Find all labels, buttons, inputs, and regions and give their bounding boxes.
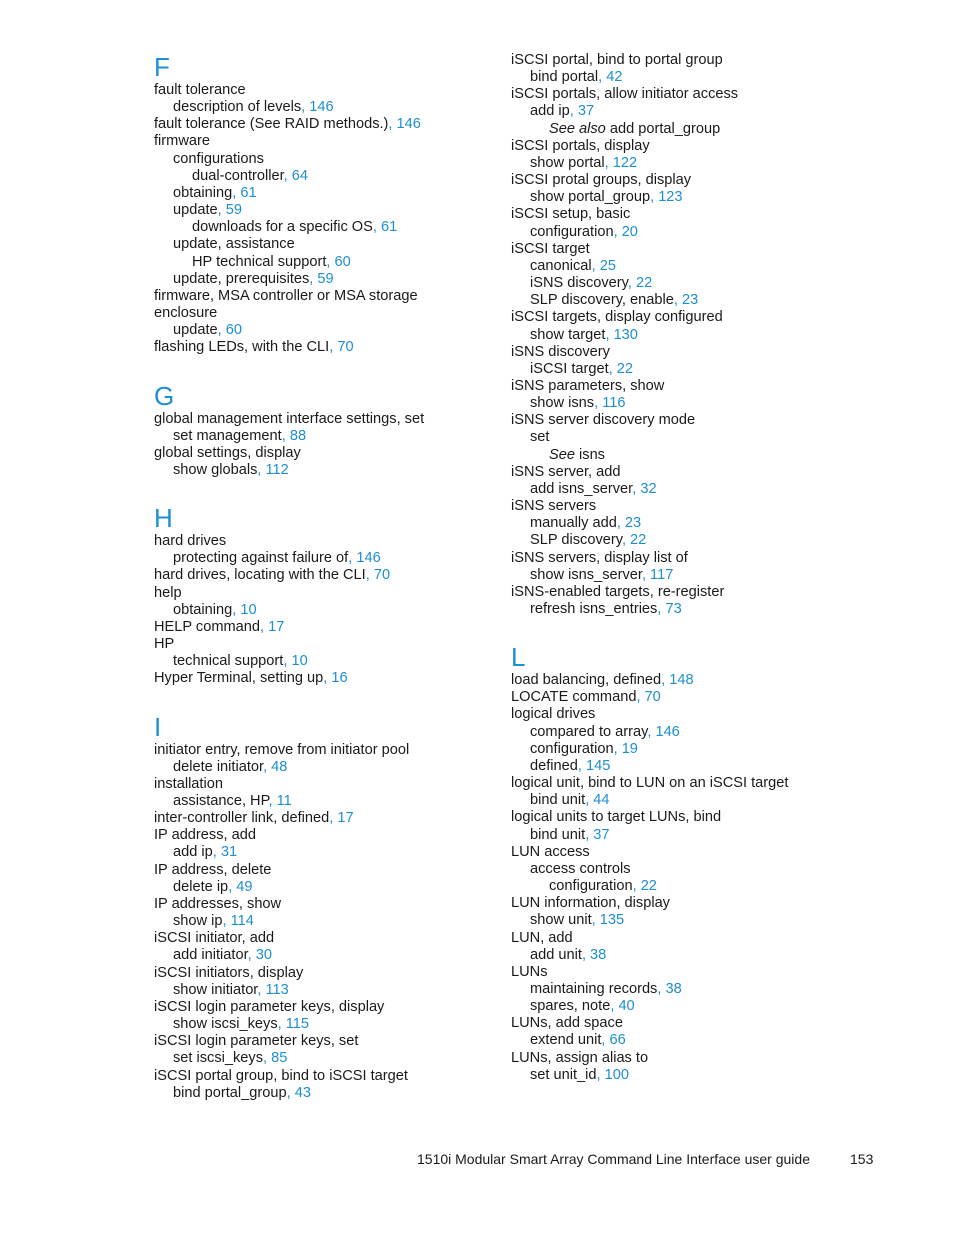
index-entry-term: IP addresses, show <box>154 895 282 912</box>
index-entry-term: LUNs, add space <box>511 1015 623 1032</box>
index-entry-term: inter-controller link, defined <box>154 810 330 827</box>
index-entry <box>154 133 514 150</box>
footer-page-number: 153 <box>850 1151 874 1167</box>
index-entry-term: IP address, add <box>154 827 256 844</box>
index-entry-term: downloads for a specific OS <box>192 219 373 236</box>
index-entry-term: LOCATE command <box>511 689 637 706</box>
index-page-link[interactable]: 148 <box>669 672 694 689</box>
index-entry-term: access controls <box>530 860 631 877</box>
index-entry <box>511 930 871 947</box>
index-entry: technical support, 10 <box>173 653 308 670</box>
index-entry-term: firmware, MSA controller or MSA storage <box>154 287 418 304</box>
index-entry-term: iSNS parameters, show <box>511 377 665 394</box>
index-page-link[interactable]: 19 <box>621 740 638 757</box>
index-entry <box>511 809 871 826</box>
index-entry-term: configuration <box>530 740 614 757</box>
index-entry-term: add unit <box>530 946 582 963</box>
index-page-link[interactable]: 122 <box>612 154 638 171</box>
index-entry <box>511 498 871 515</box>
index-entry-term: LUNs <box>511 963 548 980</box>
index-entry-term: iSNS server, add <box>511 463 621 480</box>
index-entry-term: isns <box>579 446 605 463</box>
index-letter-heading: I <box>154 711 162 742</box>
index-entry: canonical, 25 <box>530 257 617 274</box>
index-entry: obtaining, 61 <box>173 184 257 201</box>
index-entry-term: update <box>173 202 218 219</box>
index-entry-term: initiator entry, remove from initiator pool <box>154 741 410 758</box>
index-entry-term: show portal_group <box>530 189 651 206</box>
index-entry: extend unit, 66 <box>530 1032 626 1049</box>
index-entry: refresh isns_entries, 73 <box>530 601 682 617</box>
index-page-link[interactable]: 146 <box>356 550 381 567</box>
index-page-link[interactable]: 17 <box>268 618 285 635</box>
index-page-link[interactable]: 23 <box>681 292 699 309</box>
index-entry: add ip, 31 <box>173 844 238 861</box>
index-entry-term: logical unit, bind to LUN on an iSCSI target <box>511 775 789 792</box>
index-page-link[interactable]: 66 <box>609 1032 626 1049</box>
index-entry-term: show globals <box>173 461 258 478</box>
index-page-link[interactable]: 70 <box>373 567 391 584</box>
index-entry: delete initiator, 48 <box>173 758 288 775</box>
index-entry: compared to array, 146 <box>530 723 680 740</box>
index-entry-term: iSCSI login parameter keys, set <box>154 1033 359 1050</box>
index-entry: bind unit, 37 <box>530 826 610 843</box>
index-entry: fault tolerance (See RAID methods.), 146 <box>154 116 421 133</box>
index-entry: maintaining records, 38 <box>530 980 682 997</box>
index-entry-term: add ip <box>173 844 213 861</box>
index-entry-term: technical support <box>173 653 284 670</box>
index-entry-term: add initiator <box>173 947 248 964</box>
index-entry <box>154 862 514 879</box>
index-entry-term: global settings, display <box>154 444 301 461</box>
index-entry <box>154 930 514 947</box>
index-entry <box>511 550 871 567</box>
index-entry-term: assistance, HP <box>173 793 269 809</box>
index-entry-term: iSNS discovery <box>511 343 610 360</box>
index-page-link[interactable]: 59 <box>225 202 242 219</box>
index-entry: iSNS discovery, 22 <box>530 275 653 292</box>
index-entry: SLP discovery, enable, 23 <box>530 292 699 309</box>
index-section <box>511 642 871 1084</box>
index-entry: bind portal, 42 <box>530 69 623 86</box>
index-entry-term: add portal_group <box>609 120 721 137</box>
index-entry <box>154 827 514 844</box>
index-page-link[interactable]: 20 <box>621 223 638 240</box>
index-entry <box>154 742 514 759</box>
index-page-link[interactable]: 11 <box>276 793 292 809</box>
index-page-link[interactable]: 49 <box>236 878 253 895</box>
index-entry-term: obtaining <box>173 601 233 618</box>
index-entry <box>511 378 871 395</box>
index-page-link[interactable]: 23 <box>624 515 642 532</box>
index-entry-term: refresh isns_entries <box>530 601 658 617</box>
index-entry-term: set unit_id <box>530 1066 597 1083</box>
index-page-link[interactable]: 40 <box>618 998 635 1015</box>
index-page-link[interactable]: 42 <box>606 69 623 86</box>
index-entry: add isns_server, 32 <box>530 480 657 497</box>
index-page-link[interactable]: 113 <box>265 981 289 998</box>
index-entry-term: show isns <box>530 395 595 412</box>
index-entry-term: SLP discovery, enable <box>530 292 674 309</box>
index-page-link[interactable]: 60 <box>225 322 242 339</box>
index-entry-term: HELP command <box>154 618 260 635</box>
index-page-link[interactable]: 60 <box>334 253 351 270</box>
index-entry-term: canonical <box>530 257 592 274</box>
index-page-link[interactable]: 30 <box>255 947 272 964</box>
index-entry: obtaining, 10 <box>173 601 257 618</box>
index-entry <box>511 844 871 861</box>
index-section <box>154 52 514 357</box>
index-entry-term: configuration <box>530 223 614 240</box>
index-entry-term: fault tolerance (See RAID methods.) <box>154 116 389 133</box>
index-page-link[interactable]: 22 <box>616 360 634 377</box>
index-entry-term: installation <box>154 775 223 792</box>
index-page-link[interactable]: 85 <box>271 1050 288 1067</box>
index-page-link[interactable]: 73 <box>665 601 682 617</box>
index-entry <box>511 1050 871 1067</box>
index-entry: bind portal_group, 43 <box>173 1084 311 1101</box>
index-entry-term: configuration <box>549 878 633 895</box>
index-page-link[interactable]: 37 <box>593 826 610 843</box>
index-section <box>154 503 514 687</box>
index-page-link[interactable]: 43 <box>294 1084 311 1101</box>
index-entry-term: manually add <box>530 515 617 532</box>
index-entry-term: LUN, add <box>511 929 573 946</box>
index-entry-term: bind unit <box>530 826 586 843</box>
index-entry-term: update, prerequisites <box>173 270 310 287</box>
index-page-link[interactable]: 135 <box>599 912 625 929</box>
index-entry: bind unit, 44 <box>530 792 610 809</box>
index-entry-term: iSCSI initiator, add <box>154 930 275 947</box>
index-entry-term: extend unit <box>530 1032 602 1049</box>
index-entry <box>511 206 871 223</box>
index-entry-term: add isns_server <box>530 480 633 497</box>
index-entry-term: iSCSI targets, display configured <box>511 309 723 326</box>
index-entry: show isns_server, 117 <box>530 566 674 583</box>
index-page-link[interactable]: 25 <box>599 257 617 274</box>
index-entry-term: enclosure <box>154 305 218 322</box>
index-entry <box>511 895 871 912</box>
index-entry-term: iSCSI portal group, bind to iSCSI target <box>154 1067 408 1084</box>
section-spacer <box>154 688 514 712</box>
footer-document-title: 1510i Modular Smart Array Command Line Interface user guide <box>417 1151 810 1167</box>
index-entry <box>511 964 871 981</box>
index-page-link[interactable]: 116 <box>602 395 626 412</box>
index-letter-heading: G <box>154 380 175 411</box>
index-page-link[interactable]: 59 <box>317 270 334 287</box>
index-entry: HELP command, 17 <box>154 618 285 635</box>
index-page-link[interactable]: 145 <box>586 757 611 774</box>
index-page-link[interactable]: 146 <box>655 723 680 740</box>
index-entry-term: iSCSI portals, display <box>511 137 650 154</box>
index-page-link[interactable]: 16 <box>331 670 348 687</box>
index-entry: show target, 130 <box>530 326 638 343</box>
index-entry <box>154 1033 514 1050</box>
index-entry <box>154 305 514 322</box>
index-entry-term: LUN information, display <box>511 895 670 912</box>
index-page-link[interactable]: 100 <box>604 1066 629 1083</box>
index-entry <box>511 86 871 103</box>
index-page-link[interactable]: 38 <box>665 980 682 997</box>
index-entry <box>511 344 871 361</box>
index-entry-term: HP <box>154 636 175 653</box>
index-entry <box>511 241 871 258</box>
index-page-link[interactable]: 70 <box>337 339 354 356</box>
index-page-link[interactable]: 146 <box>309 99 334 116</box>
index-entry: set iscsi_keys, 85 <box>173 1050 288 1067</box>
index-entry-term: update <box>173 322 218 339</box>
index-entry-term: iSCSI target <box>530 360 609 377</box>
index-entry-term: SLP discovery <box>530 532 622 549</box>
index-letter-heading: L <box>511 642 526 673</box>
see-reference-label: See also <box>549 120 606 137</box>
index-page-link[interactable]: 130 <box>613 326 638 343</box>
index-entry: show isns, 116 <box>530 395 626 412</box>
index-entry: assistance, HP, 11 <box>173 793 292 809</box>
index-entry-term: delete initiator <box>173 758 264 775</box>
index-entry-term: Hyper Terminal, setting up <box>154 670 324 687</box>
index-entry <box>511 775 871 792</box>
index-page-link[interactable]: 123 <box>658 189 683 206</box>
index-entry <box>511 309 871 326</box>
index-entry-term: load balancing, defined <box>511 672 662 689</box>
index-entry: show unit, 135 <box>530 912 625 929</box>
index-entry: load balancing, defined, 148 <box>511 672 694 689</box>
index-entry <box>511 172 871 189</box>
index-entry: set management, 88 <box>173 427 307 444</box>
index-page-link[interactable]: 44 <box>593 792 610 809</box>
index-page-link[interactable]: 37 <box>577 103 595 120</box>
index-entry <box>511 706 871 723</box>
index-entry-term: flashing LEDs, with the CLI <box>154 339 330 356</box>
index-entry-term: spares, note <box>530 998 611 1015</box>
index-entry-term: fault tolerance <box>154 82 246 98</box>
index-entry-term: obtaining <box>173 184 233 201</box>
index-entry: LOCATE command, 70 <box>511 689 661 706</box>
index-entry: dual-controller, 64 <box>192 167 309 184</box>
index-entry <box>511 138 871 155</box>
index-entry <box>511 1015 871 1032</box>
index-entry: inter-controller link, defined, 17 <box>154 810 354 827</box>
index-entry: set unit_id, 100 <box>530 1066 629 1083</box>
index-entry-term: description of levels <box>173 99 302 116</box>
index-entry-term: iSNS servers <box>511 498 597 515</box>
index-section <box>154 381 514 480</box>
index-entry: Hyper Terminal, setting up, 16 <box>154 670 348 687</box>
index-entry-term: firmware <box>154 133 210 150</box>
index-entry <box>511 447 871 464</box>
index-entry: update, 60 <box>173 322 242 339</box>
index-entry-term: show unit <box>530 912 592 929</box>
index-entry: configuration, 22 <box>549 878 657 895</box>
index-entry-term: delete ip <box>173 878 229 895</box>
see-reference-label: See <box>549 446 575 463</box>
index-entry-term: hard drives <box>154 533 227 550</box>
index-entry <box>154 965 514 982</box>
index-letter-heading: H <box>154 503 173 534</box>
index-page-link[interactable]: 146 <box>396 116 421 133</box>
index-entry-term: IP address, delete <box>154 861 272 878</box>
index-entry: downloads for a specific OS, 61 <box>192 219 398 236</box>
index-entry-term: set iscsi_keys <box>173 1050 264 1067</box>
index-page-link[interactable]: 88 <box>289 427 307 444</box>
index-page-link[interactable]: 61 <box>240 184 257 201</box>
index-page-link[interactable]: 64 <box>291 167 309 184</box>
index-entry-term: global management interface settings, set <box>154 410 425 427</box>
index-entry <box>154 776 514 793</box>
index-entry: description of levels, 146 <box>173 99 334 116</box>
section-spacer <box>154 357 514 381</box>
index-page-link[interactable]: 38 <box>590 946 607 963</box>
index-entry: spares, note, 40 <box>530 998 635 1015</box>
index-entry: protecting against failure of, 146 <box>173 550 381 567</box>
index-entry-term: show isns_server <box>530 566 642 583</box>
index-entry: update, 59 <box>173 202 242 219</box>
index-entry <box>154 151 514 168</box>
index-entry-term: show ip <box>173 913 223 930</box>
index-entry <box>511 121 871 138</box>
index-entry <box>154 896 514 913</box>
index-entry <box>154 585 514 602</box>
index-section <box>511 52 871 618</box>
index-page-link[interactable]: 48 <box>271 758 288 775</box>
index-entry-term: show iscsi_keys <box>173 1016 278 1033</box>
index-entry <box>154 411 514 428</box>
index-entry: add unit, 38 <box>530 946 607 963</box>
index-entry: show ip, 114 <box>173 913 254 930</box>
index-entry: configuration, 19 <box>530 740 638 757</box>
index-entry: hard drives, locating with the CLI, 70 <box>154 567 391 584</box>
index-entry <box>154 533 514 550</box>
index-entry-term: compared to array <box>530 723 648 740</box>
index-entry-term: logical drives <box>511 706 596 723</box>
index-page-link[interactable]: 10 <box>291 653 308 670</box>
index-entry-term: iSCSI setup, basic <box>511 206 631 223</box>
section-spacer <box>511 618 871 642</box>
index-entry: update, prerequisites, 59 <box>173 270 334 287</box>
index-entry-term: iSNS-enabled targets, re-register <box>511 583 725 600</box>
index-entry-term: iSCSI portals, allow initiator access <box>511 86 739 103</box>
index-entry-term: bind portal_group <box>173 1084 287 1101</box>
index-page-link[interactable]: 61 <box>381 219 398 236</box>
index-entry-term: iSCSI target <box>511 240 590 257</box>
index-entry: flashing LEDs, with the CLI, 70 <box>154 339 354 356</box>
index-entry <box>154 1068 514 1085</box>
index-entry: add initiator, 30 <box>173 947 272 964</box>
index-entry-term: defined <box>530 757 578 774</box>
index-entry: defined, 145 <box>530 757 611 774</box>
index-letter-heading: F <box>154 52 170 82</box>
index-page-link[interactable]: 17 <box>337 810 354 827</box>
index-entry-term: logical units to target LUNs, bind <box>511 809 722 826</box>
index-entry <box>511 861 871 878</box>
index-entry-term: show target <box>530 326 606 343</box>
index-entry-term: iSCSI portal, bind to portal group <box>511 52 723 68</box>
index-entry: iSCSI target, 22 <box>530 360 634 377</box>
index-entry: HP technical support, 60 <box>192 253 351 270</box>
index-entry-term: hard drives, locating with the CLI <box>154 567 366 584</box>
index-page-link[interactable]: 115 <box>285 1016 309 1033</box>
index-column-right <box>511 52 871 1084</box>
index-entry <box>154 636 514 653</box>
index-page-link[interactable]: 10 <box>240 601 257 618</box>
index-entry: add ip, 37 <box>530 103 595 120</box>
index-page-link[interactable]: 22 <box>630 532 647 549</box>
index-entry-term: help <box>154 584 182 601</box>
index-entry <box>511 412 871 429</box>
index-entry-term: add ip <box>530 103 570 120</box>
index-entry-term: set <box>530 429 550 446</box>
index-entry-term: update, assistance <box>173 236 295 253</box>
index-entry: delete ip, 49 <box>173 878 253 895</box>
index-entry <box>511 429 871 446</box>
index-entry <box>511 584 871 601</box>
index-page-link[interactable]: 32 <box>640 480 657 497</box>
index-entry-term: bind portal <box>530 69 599 86</box>
index-entry: manually add, 23 <box>530 515 642 532</box>
index-entry-term: HP technical support <box>192 253 327 270</box>
index-entry <box>154 82 514 99</box>
index-entry-term: protecting against failure of <box>173 550 349 567</box>
index-entry: show globals, 112 <box>173 461 289 478</box>
index-entry <box>154 445 514 462</box>
index-entry-term: maintaining records <box>530 980 658 997</box>
index-entry <box>154 288 514 305</box>
index-entry <box>154 999 514 1016</box>
index-entry-term: dual-controller <box>192 167 284 184</box>
index-entry-term: bind unit <box>530 792 586 809</box>
index-entry <box>154 236 514 253</box>
index-entry: show portal, 122 <box>530 154 638 171</box>
index-entry-term: set management <box>173 427 282 444</box>
index-entry-term: configurations <box>173 150 264 167</box>
section-spacer <box>154 479 514 503</box>
index-entry-term: iSCSI login parameter keys, display <box>154 998 385 1015</box>
index-entry-term: iSCSI initiators, display <box>154 964 304 981</box>
index-entry <box>511 52 871 69</box>
index-page-link[interactable]: 22 <box>635 275 653 292</box>
index-entry-term: LUN access <box>511 843 590 860</box>
index-page-link[interactable]: 22 <box>640 878 657 895</box>
index-entry-term: LUNs, assign alias to <box>511 1049 649 1066</box>
index-entry: SLP discovery, 22 <box>530 532 647 549</box>
index-entry: configuration, 20 <box>530 223 638 240</box>
index-entry-term: iSNS discovery <box>530 275 628 292</box>
index-entry-term: iSCSI protal groups, display <box>511 172 692 189</box>
index-entry-term: show portal <box>530 154 605 171</box>
index-section <box>154 712 514 1102</box>
index-entry: show iscsi_keys, 115 <box>173 1016 309 1033</box>
index-entry: show initiator, 113 <box>173 981 289 998</box>
index-page-link[interactable]: 117 <box>650 566 674 583</box>
index-entry: show portal_group, 123 <box>530 189 683 206</box>
index-page-link[interactable]: 112 <box>265 461 289 478</box>
index-entry-term: show initiator <box>173 981 258 998</box>
index-page-link[interactable]: 114 <box>230 913 254 930</box>
index-entry-term: iSNS server discovery mode <box>511 412 696 429</box>
index-entry <box>511 464 871 481</box>
index-entry-term: iSNS servers, display list of <box>511 549 688 566</box>
index-column-left <box>154 52 514 1102</box>
index-page-link[interactable]: 70 <box>644 689 661 706</box>
index-page-link[interactable]: 31 <box>220 844 238 861</box>
